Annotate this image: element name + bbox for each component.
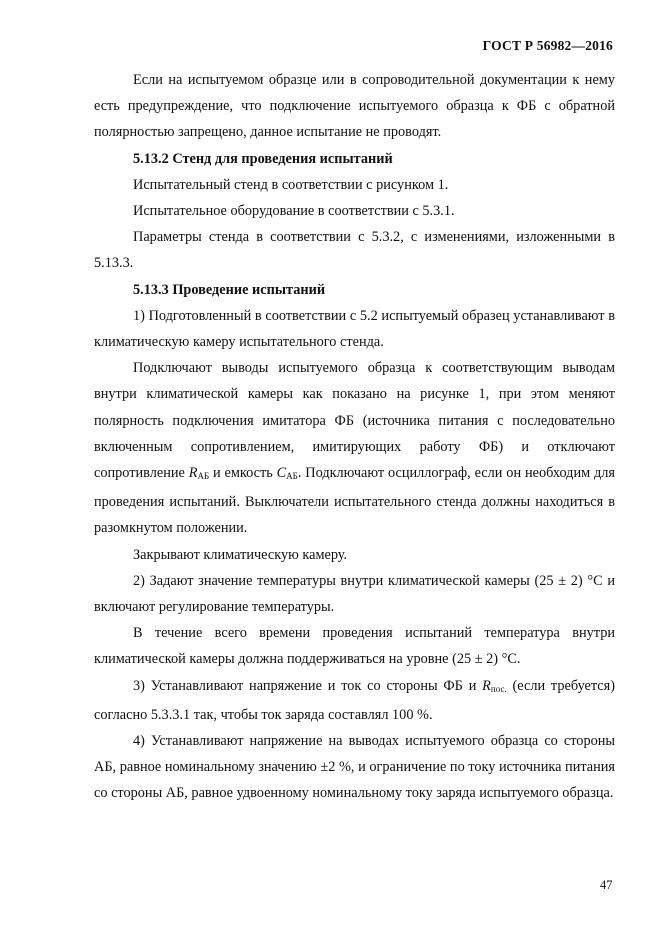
symbol-c: C [276,465,287,482]
paragraph [94,355,615,541]
paragraph: В течение всего времени проведения испытаний температура внутри климатической камеры должна поддерживаться на уровне (25 ± 2) °С. [94,625,615,668]
paragraph: Испытательное оборудование в соответствии с 5.3.1. [133,203,455,220]
symbol-r: R [482,677,491,694]
subscript: АБ [286,471,298,482]
paragraph [94,673,615,728]
paragraph: Параметры стенда в соответствии с 5.3.2, с изменениями, изложенными в 5.13.3. [94,229,615,272]
document-body [94,67,615,807]
paragraph: 1) Подготовленный в соответствии с 5.2 испытуемый образец устанавливают в климатическую камеру испытательного стенда. [94,307,615,351]
paragraph: 4) Устанавливают напряжение на выводах испытуемого образца со стороны АБ, равное номинальному значению ±2 %, и ограничение по току источника питания со стороны АБ, равное удвоенному номинальному току заряда испытуемого образца. [94,733,615,802]
text-run: и емкость [209,465,277,482]
subscript: АБ [197,471,210,482]
text-run: Подключают выводы испытуемого образца к соответствующим выводам внутри климатической камеры как показано на рисунке 1, при этом меняют полярность подключения имитатора ФБ (источника питания с последовательно включенным сопротивлением, имитирующих работу ФБ) и отключают сопротивление [94,360,615,482]
text-run: (если требуется) согласно 5.3.3.1 так, чтобы ток заряда составлял 100 %. [94,677,615,723]
paragraph: Закрывают климатическую камеру. [133,546,348,563]
section-heading: 5.13.3 Проведение испытаний [133,281,326,298]
text-run: 3) Устанавливают напряжение и ток со стороны ФБ и [133,677,483,694]
paragraph: Испытательный стенд в соответствии с рисунком 1. [133,176,449,193]
paragraph: Если на испытуемом образце или в сопроводительной документации к нему есть предупреждение, что подключение испытуемого образца к ФБ с обратной полярностью запрещено, данное испытание не проводят. [94,72,615,141]
text-run: . Подключают осциллограф, если он необходим для проведения испытаний. Выключатели испытательного стенда должны находиться в разомкнутом положении. [94,465,615,537]
document-header: ГОСТ Р 56982—2016 [482,38,613,53]
paragraph: 2) Задают значение температуры внутри климатической камеры (25 ± 2) °С и включают регулирование температуры. [94,572,615,616]
section-heading: 5.13.2 Стенд для проведения испытаний [133,150,393,167]
subscript: пос. [490,683,507,694]
page-number: 47 [600,878,613,892]
symbol-r: R [188,465,198,482]
